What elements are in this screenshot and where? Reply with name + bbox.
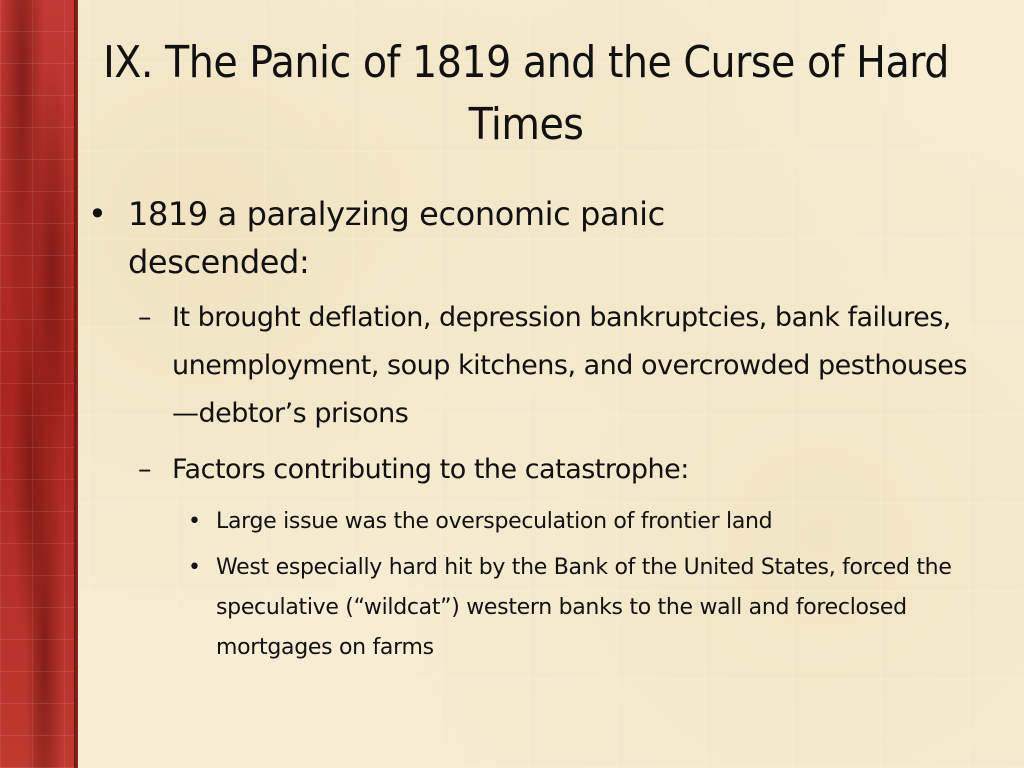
bullet-level2-effects — [138, 294, 992, 438]
bullet-text: Factors contributing to the catastrophe: — [172, 454, 689, 485]
bullet-dash-icon: – — [138, 454, 151, 485]
slide-title: IX. The Panic of 1819 and the Curse of Hard Times — [103, 37, 949, 150]
bullet-text: West especially hard hit by the Bank of the United States, forced the speculative (“wildcat”) western banks to the wall and foreclosed mortgages on farms — [216, 555, 952, 660]
decorative-side-band — [0, 0, 74, 768]
bullet-dash-icon: – — [138, 302, 151, 333]
side-band-edge — [74, 0, 78, 768]
bullet-dot-icon: • — [188, 555, 201, 580]
bullet-text: Large issue was the overspeculation of frontier land — [216, 509, 773, 534]
bullet-text: It brought deflation, depression bankruptcies, bank failures, unemployment, soup kitchens, and overcrowded pesthouses—debtor’s prisons — [172, 302, 967, 429]
bullet-level3-west — [188, 548, 956, 668]
bullet-text: 1819 a paralyzing economic panic descended: — [128, 195, 665, 281]
bullet-level1-panic — [88, 190, 788, 286]
slide-body — [88, 190, 988, 674]
bullet-dot-icon: • — [188, 509, 201, 534]
bullet-level2-factors — [138, 446, 992, 494]
bullet-level3-overspeculation — [188, 502, 956, 542]
bullet-dot-icon: • — [88, 195, 107, 233]
